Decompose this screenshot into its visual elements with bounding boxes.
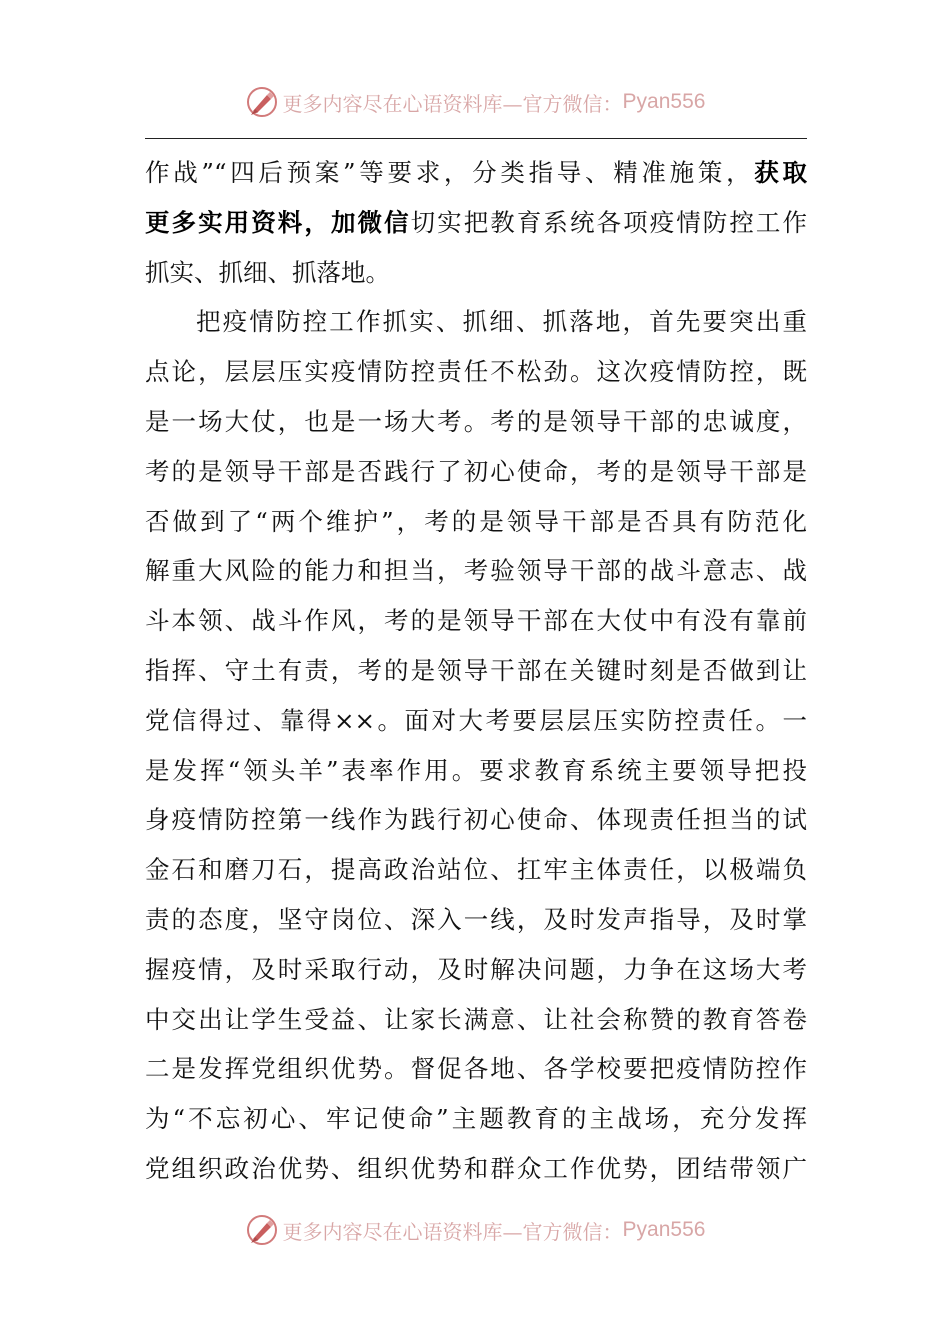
header-banner <box>0 82 950 122</box>
document-body <box>145 148 807 1194</box>
header-divider <box>145 138 807 139</box>
text-line: 考的是领导干部是否践行了初心使命，考的是领导干部是 <box>145 456 807 486</box>
ad-text-bold: 更多实用资料， <box>145 207 331 237</box>
text-line: 否做到了“两个维护”，考的是领导干部是否具有防范化 <box>145 506 807 536</box>
text-line: 是发挥“领头羊”表率作用。要求教育系统主要领导把投 <box>145 755 807 785</box>
banner-wechat-id: Pyan556 <box>622 1218 706 1241</box>
text-line: 指挥、守土有责，考的是领导干部在关键时刻是否做到让 <box>145 655 807 685</box>
text-line: 中交出让学生受益、让家长满意、让社会称赞的教育答卷 <box>145 1004 807 1034</box>
ad-text-bold: 获取 <box>754 158 807 187</box>
banner-text: 更多内容尽在心语资料库—官方微信： <box>282 1219 623 1244</box>
text-line: 党组织政治优势、组织优势和群众工作优势，团结带领广 <box>145 1153 807 1183</box>
text-line: 斗本领、战斗作风，考的是领导干部在大仗中有没有靠前 <box>145 606 807 636</box>
text-line: 点论，层层压实疫情防控责任不松劲。这次疫情防控，既 <box>145 357 807 387</box>
footer-banner <box>0 1210 950 1250</box>
text-line: 身疫情防控第一线作为践行初心使命、体现责任担当的试 <box>145 805 807 835</box>
text-line: 更多实用资料，加微信切实把教育系统各项疫情防控工作 <box>145 207 807 237</box>
text-line: 责的态度，坚守岗位、深入一线，及时发声指导，及时掌 <box>145 904 807 934</box>
text-line: 握疫情，及时采取行动，及时解决问题，力争在这场大考 <box>145 954 807 984</box>
pen-nib-logo-icon <box>245 1213 279 1247</box>
ad-text-bold: 加微信 <box>330 207 411 237</box>
banner-wechat-id: Pyan556 <box>622 90 706 113</box>
text-line: 是一场大仗，也是一场大考。考的是领导干部的忠诚度， <box>145 406 807 436</box>
text-line: 抓实、抓细、抓落地。 <box>145 257 390 287</box>
text-line: 金石和磨刀石，提高政治站位、扛牢主体责任，以极端负 <box>145 855 807 885</box>
text-line: 党信得过、靠得××。面对大考要层层压实防控责任。一 <box>145 705 807 735</box>
banner-text: 更多内容尽在心语资料库—官方微信： <box>282 91 623 116</box>
pen-nib-logo-icon <box>245 85 279 119</box>
text-line: 解重大风险的能力和担当，考验领导干部的战斗意志、战 <box>145 556 807 586</box>
text-line: 二是发挥党组织优势。督促各地、各学校要把疫情防控作 <box>145 1054 807 1084</box>
text-line: 为“不忘初心、牢记使命”主题教育的主战场，充分发挥 <box>145 1104 807 1134</box>
text-line: 作战”“四后预案”等要求，分类指导、精准施策，获取 <box>145 158 807 187</box>
paragraph-start-line: 把疫情防控工作抓实、抓细、抓落地，首先要突出重 <box>196 307 807 337</box>
